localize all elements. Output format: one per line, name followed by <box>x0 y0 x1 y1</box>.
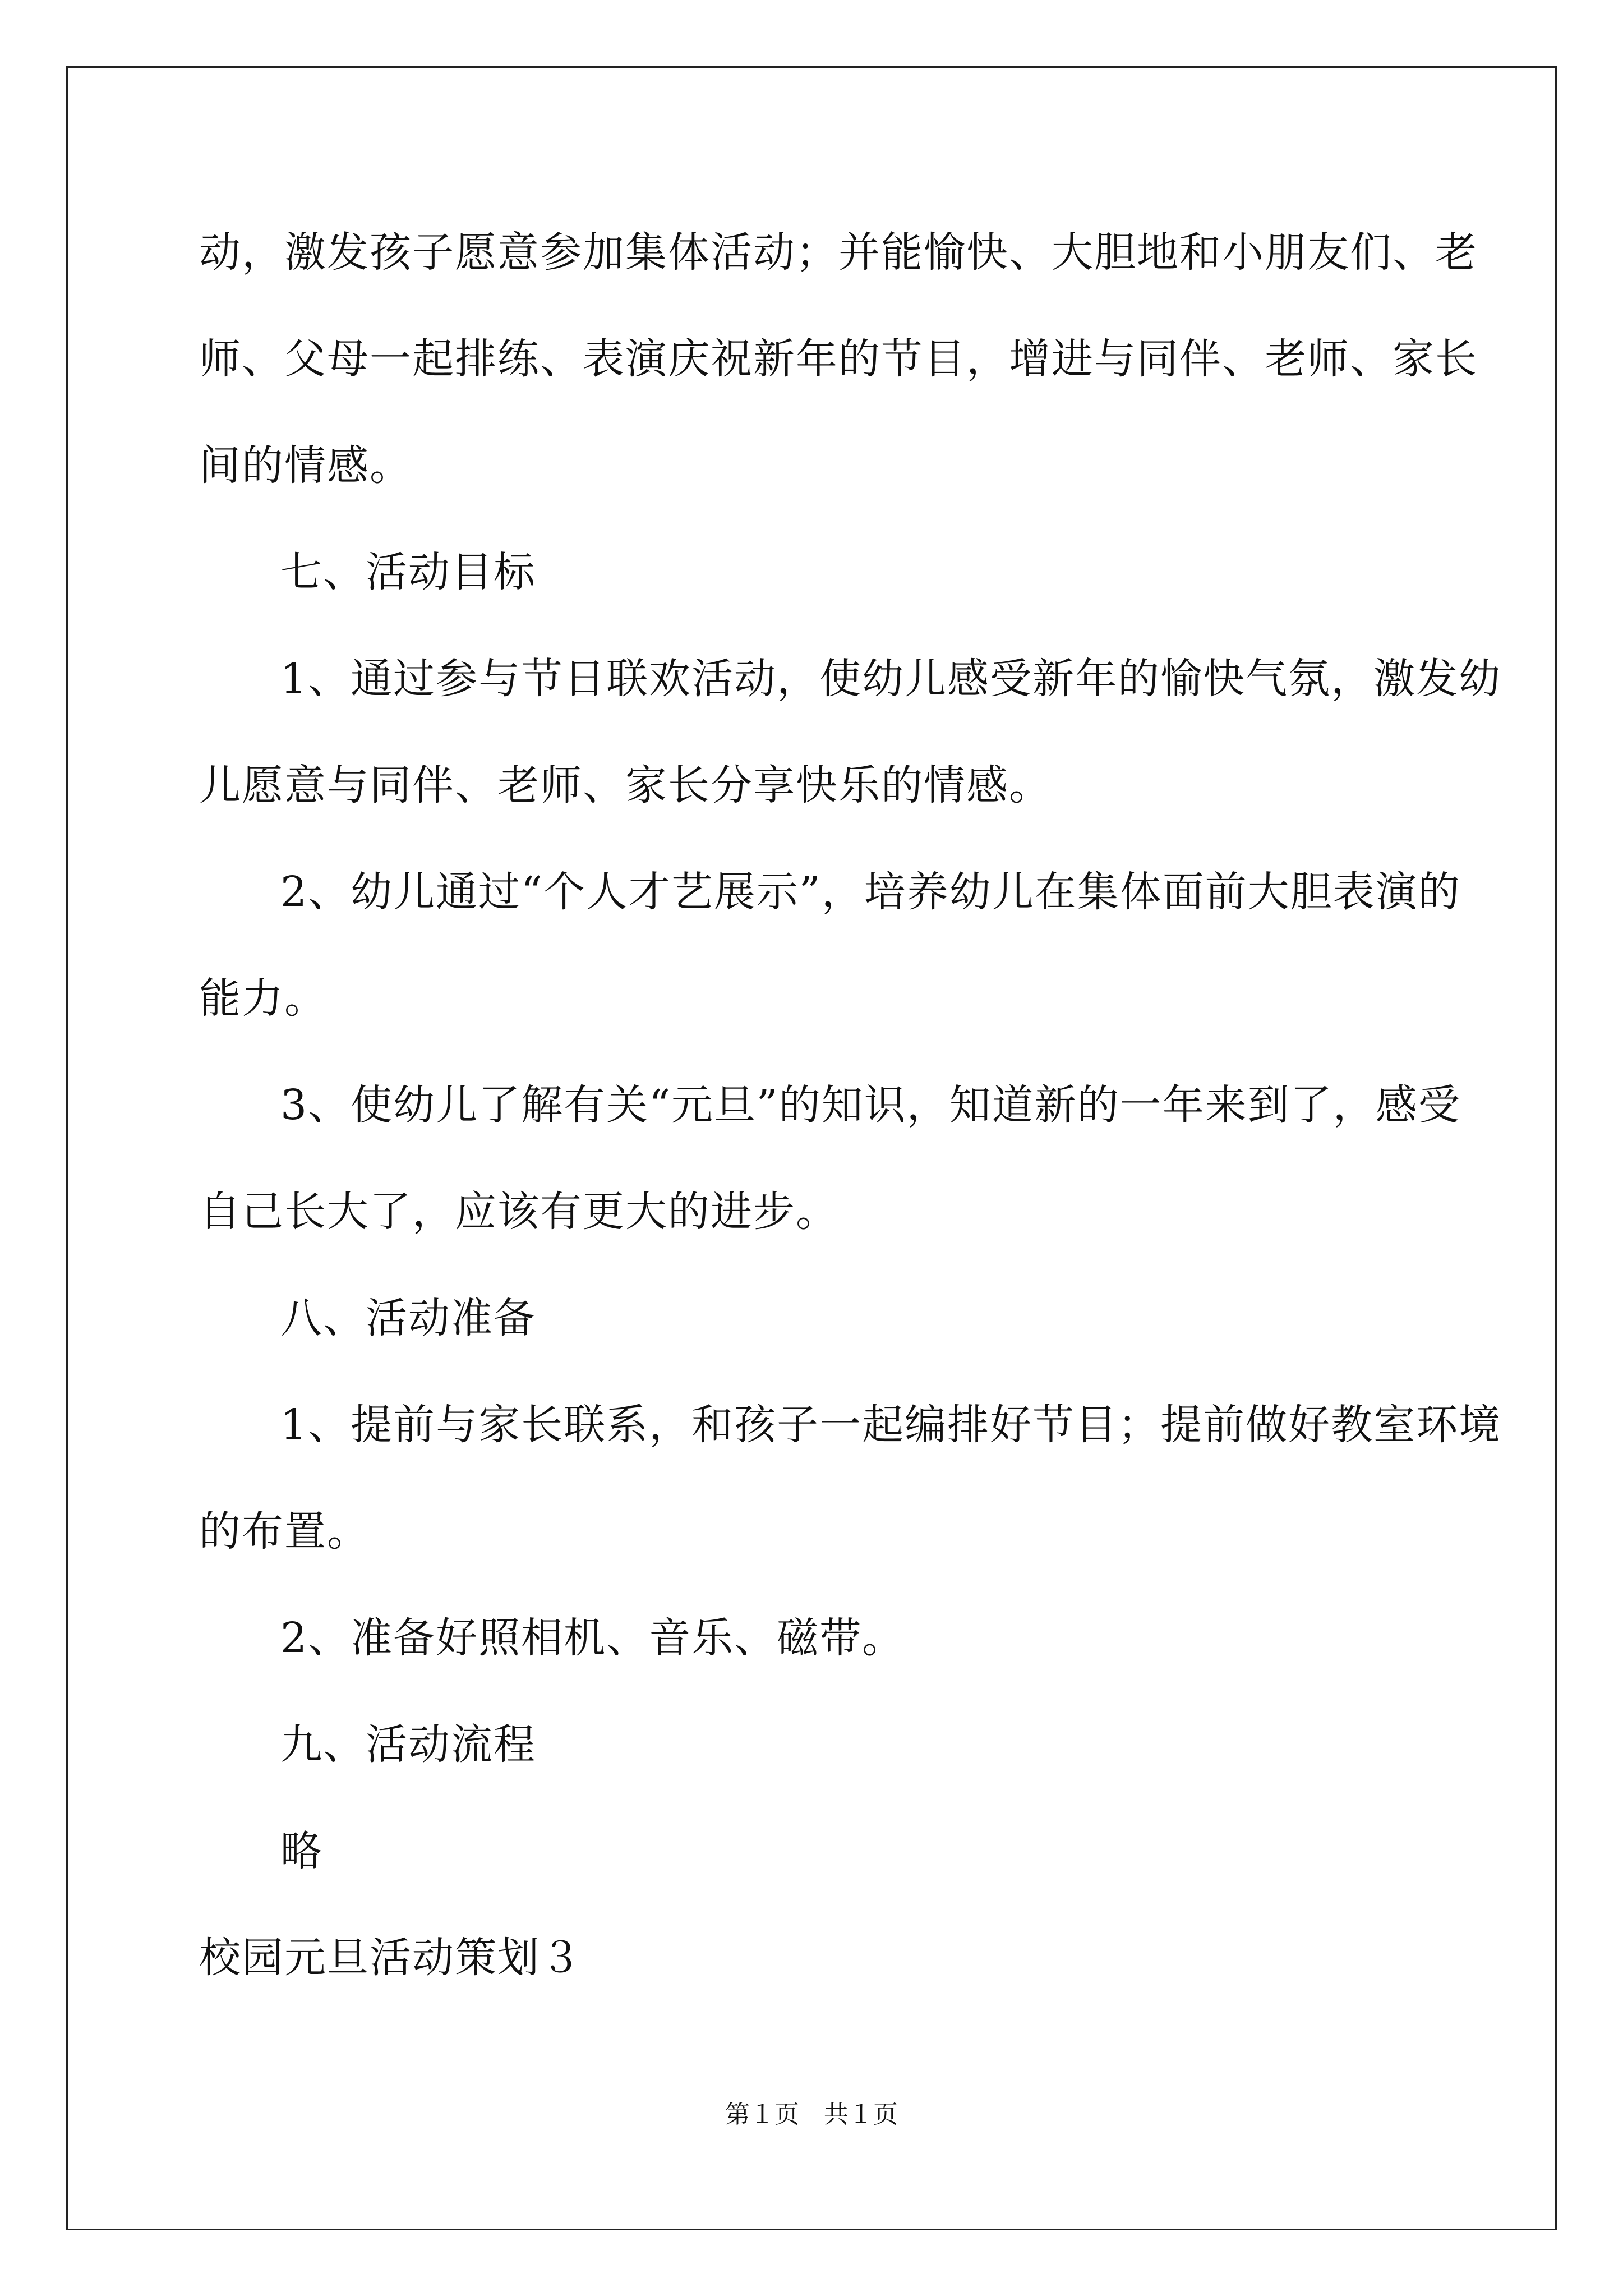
paragraph-line: 师、父母一起排练、表演庆祝新年的节目，增进与同伴、老师、家长 <box>199 335 1478 383</box>
section-heading: 九、活动流程 <box>280 1720 536 1769</box>
paragraph-line: 2、幼儿通过“个人才艺展示”，培养幼儿在集体面前大胆表演的 <box>280 868 1461 916</box>
page-border <box>66 66 1557 2230</box>
paragraph-line: 的布置。 <box>199 1507 370 1556</box>
paragraph-line: 儿愿意与同伴、老师、家长分享快乐的情感。 <box>199 761 1052 809</box>
paragraph-line: 3、使幼儿了解有关“元旦”的知识，知道新的一年来到了，感受 <box>280 1081 1461 1129</box>
paragraph-line: 2、准备好照相机、音乐、磁带。 <box>280 1614 905 1662</box>
section-heading: 八、活动准备 <box>280 1294 536 1342</box>
paragraph-line: 略 <box>280 1827 323 1875</box>
paragraph-line: 自己长大了，应该有更大的进步。 <box>199 1188 838 1236</box>
document-subtitle: 校园元旦活动策划３ <box>199 1934 583 1982</box>
section-heading: 七、活动目标 <box>280 548 536 596</box>
page-footer: 第１页 共１页 <box>725 2100 898 2129</box>
paragraph-line: 1、提前与家长联系，和孩子一起编排好节目；提前做好教室环境 <box>280 1401 1502 1449</box>
paragraph-line: 间的情感。 <box>199 441 412 490</box>
paragraph-line: 动，激发孩子愿意参加集体活动；并能愉快、大胆地和小朋友们、老 <box>199 228 1478 277</box>
paragraph-line: 能力。 <box>199 974 327 1023</box>
paragraph-line: 1、通过参与节日联欢活动，使幼儿感受新年的愉快气氛，激发幼 <box>280 655 1502 703</box>
